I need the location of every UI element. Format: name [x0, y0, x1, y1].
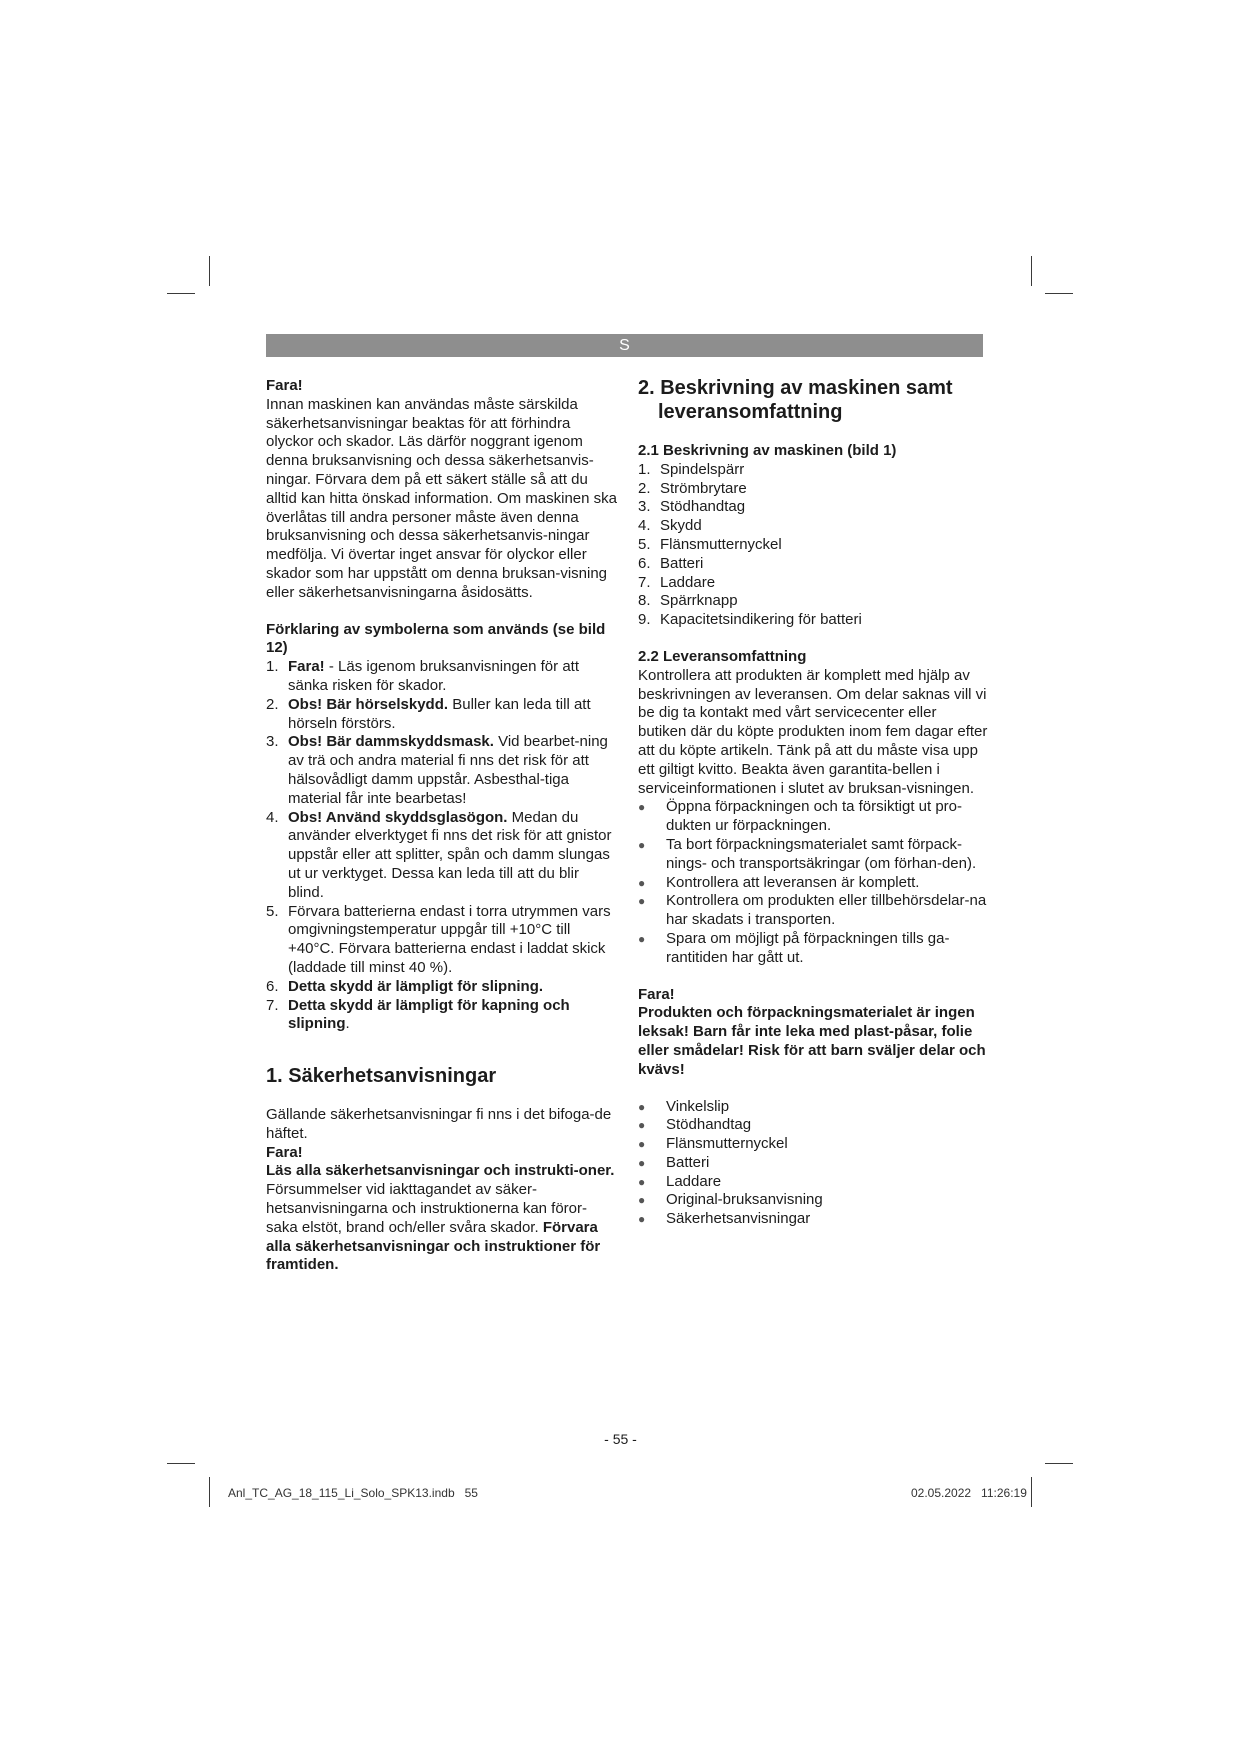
crop-mark: [209, 1477, 210, 1507]
subsection-2-2-title: 2.2 Leveransomfattning: [638, 647, 807, 665]
list-item: ● Batteri: [638, 1153, 710, 1171]
list-item: ● Vinkelslip: [638, 1097, 730, 1115]
symbols-list: [266, 658, 618, 1034]
crop-mark: [209, 256, 210, 286]
intro-danger-title: Fara!: [266, 377, 303, 394]
list-item: 2. Obs! Bär hörselskydd. Buller kan leda till att hörseln förstörs.: [266, 695, 591, 732]
bullet-icon: ●: [638, 837, 646, 852]
bullet-icon: ●: [638, 800, 646, 815]
delivery-text: Kontrollera att produkten är komplett med hjälp av beskrivningen av leveransen. Om delar saknas vill vi be dig ta kontakt med vårt servicecenter eller butiken där du köpte produkten inom fem dagar efter att du köpte artikeln. Tänk på att du måste visa upp ett giltigt kvitto. Beakta även garantita-bellen i serviceinformationen i slutet av bruksan-visningen.: [638, 666, 988, 797]
bullet-icon: ●: [638, 1155, 646, 1170]
list-item: 3. Obs! Bär dammskyddsmask. Vid bearbet-ning av trä och andra material fi nns det risk för att hälsovådligt damm uppstår. Asbesthal-tiga material får inte bearbetas!: [266, 733, 608, 807]
crop-mark: [1045, 1463, 1073, 1464]
list-item: ● Stödhandtag: [638, 1116, 752, 1134]
section1-instructions: Läs alla säkerhetsanvisningar och instrukti-oner. Försummelser vid iakttagandet av säker-hetsanvisningarna och instruktionerna kan föror-saka elstöt, brand och/eller svåra skador. Förvara alla säkerhetsanvisningar och instruktioner för framtiden.: [266, 1162, 615, 1274]
bullet-icon: ●: [638, 1212, 646, 1227]
footer-file: Anl_TC_AG_18_115_Li_Solo_SPK13.indb 55: [228, 1486, 478, 1500]
crop-mark: [1031, 256, 1032, 286]
bullet-icon: ●: [638, 931, 646, 946]
right-column: [638, 376, 988, 1229]
intro-text: Innan maskinen kan användas måste särskilda säkerhetsanvisningar beaktas för att förhindra olyckor och skador. Läs därför noggrant igenom denna bruksanvisning och dessa säkerhetsanvis-ningar. Förvara dem på ett säkert ställe så att du alltid kan hitta önskad information. Om maskinen ska överlåtas till andra personer måste även denna bruksanvisning och dessa säkerhetsanvis-ningar medfölja. Vi övertar inget ansvar för olyckor eller skador som har uppstått om denna bruksan-visning eller säkerhetsanvisningarna åsidosätts.: [266, 395, 617, 601]
page-number: - 55 -: [604, 1431, 637, 1447]
list-item: ● Laddare: [638, 1172, 722, 1190]
footer-timestamp: 02.05.2022 11:26:19: [911, 1486, 1027, 1500]
list-item: ● Flänsmutternyckel: [638, 1135, 788, 1153]
crop-mark: [1031, 1477, 1032, 1507]
list-item: ● Kontrollera om produkten eller tillbehörsdelar-na har skadats i transporten.: [638, 892, 987, 929]
list-item: 5. Förvara batterierna endast i torra utrymmen vars omgivningstemperatur uppgår till +10°C till +40°C. Förvara batterierna endast i laddat skick (laddade till minst 40 %).: [266, 902, 611, 976]
crop-mark: [167, 293, 195, 294]
unpacking-steps: [638, 798, 988, 967]
bullet-icon: ●: [638, 1193, 646, 1208]
list-item: 6. Batteri: [638, 554, 704, 572]
section2-title: 2. Beskrivning av maskinen samt leveransomfattning: [638, 377, 953, 423]
danger-title: Fara!: [638, 985, 675, 1003]
list-item: 7. Laddare: [638, 573, 716, 591]
danger-text: Produkten och förpackningsmaterialet är ingen leksak! Barn får inte leka med plast-påsar, folie eller smådelar! Risk för att barn sväljer delar och kvävs!: [638, 1004, 986, 1078]
subsection-2-1-title: 2.1 Beskrivning av maskinen (bild 1): [638, 442, 897, 459]
list-item: 5. Flänsmutternyckel: [638, 535, 782, 553]
list-item: 7. Detta skydd är lämpligt för kapning och slipning.: [266, 996, 570, 1033]
list-item: ● Ta bort förpackningsmaterialet samt förpack-nings- och transportsäkringar (om förhan-den).: [638, 835, 977, 872]
list-item: 6. Detta skydd är lämpligt för slipning.: [266, 977, 544, 995]
bullet-icon: ●: [638, 894, 646, 909]
list-item: 8. Spärrknapp: [638, 592, 738, 610]
list-item: 3. Stödhandtag: [638, 498, 746, 516]
list-item: ● Original-bruksanvisning: [638, 1191, 823, 1209]
crop-mark: [1045, 293, 1073, 294]
section1-text: Gällande säkerhetsanvisningar fi nns i det bifoga-de häftet.: [266, 1106, 612, 1142]
list-item: 1. Fara! - Läs igenom bruksanvisningen för att sänka risken för skador.: [266, 658, 579, 694]
list-item: ● Öppna förpackningen och ta försiktigt ut pro-dukten ur förpackningen.: [638, 798, 963, 835]
section1-title: 1. Säkerhetsanvisningar: [266, 1065, 497, 1088]
list-item: 4. Obs! Använd skyddsglasögon. Medan du använder elverktyget fi nns det risk för att gnistor uppstår eller att splitter, spån och damm slungas ut ur verktyget. Dessa kan leda till att du blir blind.: [266, 808, 612, 901]
crop-mark: [167, 1463, 195, 1464]
list-item: ● Spara om möjligt på förpackningen tills ga-rantitiden har gått ut.: [638, 929, 950, 966]
bullet-icon: ●: [638, 875, 646, 890]
language-bar: S: [266, 334, 983, 357]
contents-list: [638, 1098, 988, 1230]
left-column: [266, 377, 618, 1275]
list-item: 9. Kapacitetsindikering för batteri: [638, 611, 862, 629]
bullet-icon: ●: [638, 1118, 646, 1133]
list-item: ● Säkerhetsanvisningar: [638, 1210, 811, 1228]
bullet-icon: ●: [638, 1099, 646, 1114]
bullet-icon: ●: [638, 1174, 646, 1189]
list-item: 1. Spindelspärr: [638, 460, 745, 478]
bullet-icon: ●: [638, 1137, 646, 1152]
list-item: 2. Strömbrytare: [638, 479, 747, 497]
list-item: 4. Skydd: [638, 517, 702, 535]
symbols-title: Förklaring av symbolerna som används (se bild 12): [266, 620, 606, 657]
section1-danger-title: Fara!: [266, 1143, 303, 1161]
parts-list: [638, 461, 988, 630]
list-item: ● Kontrollera att leveransen är komplett.: [638, 873, 920, 891]
